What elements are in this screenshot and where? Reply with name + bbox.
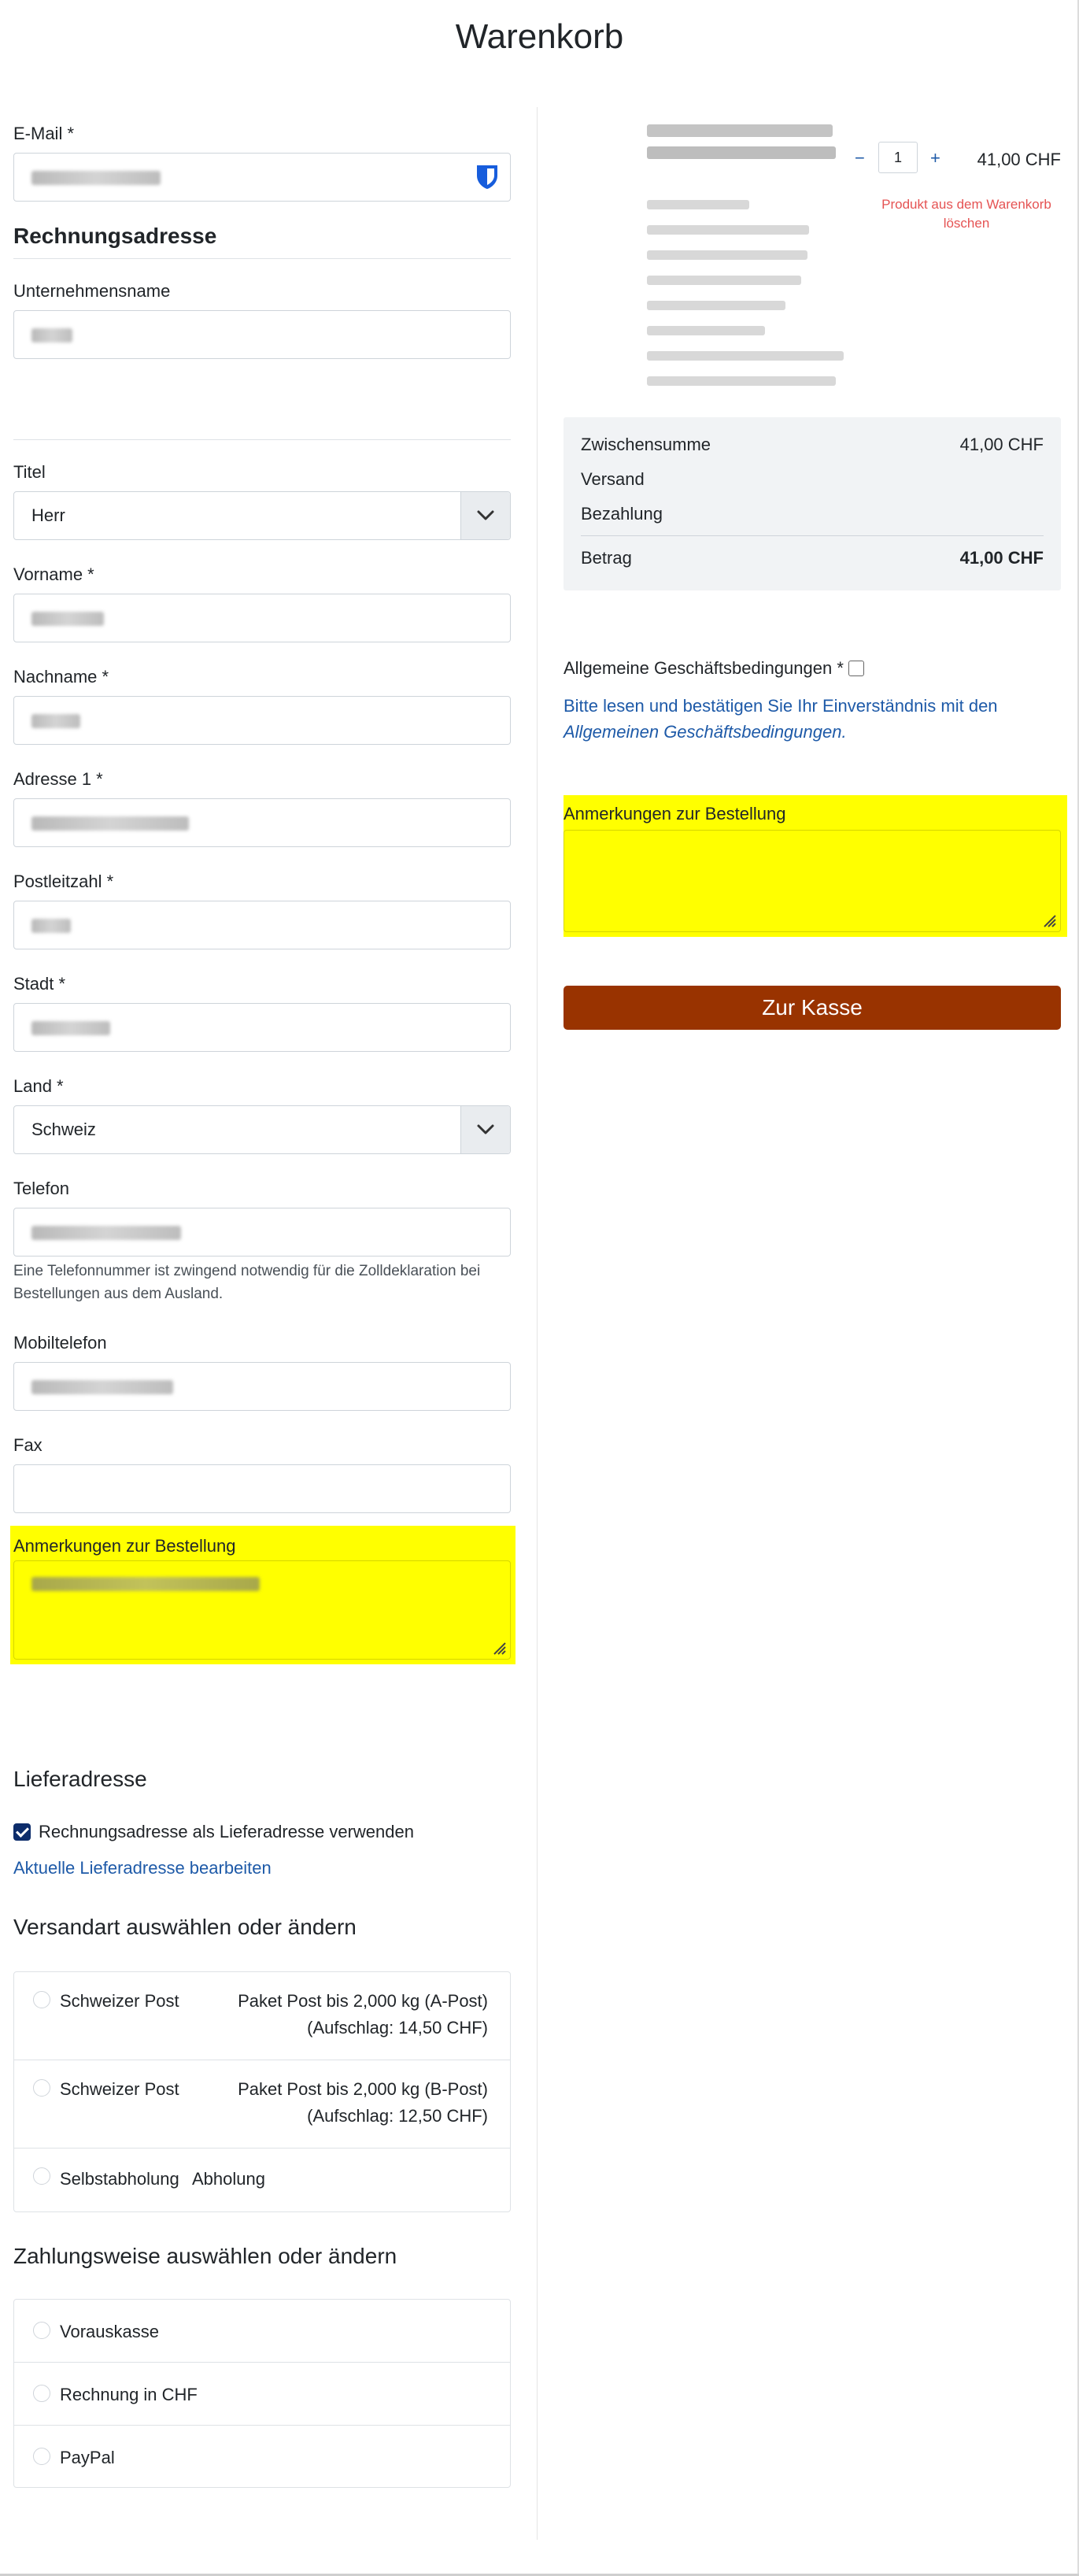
product-name-redacted[interactable] [647,121,836,164]
shipping-carrier: Selbstabholung [60,2169,179,2189]
line-price: 41,00 CHF [977,150,1061,169]
page-title: Warenkorb [455,17,624,56]
use-billing-checkbox[interactable] [13,1823,31,1841]
firstname-value-redacted [31,612,104,626]
chevron-down-icon[interactable] [460,1106,510,1153]
fax-label: Fax [13,1435,42,1455]
lastname-label: Nachname * [13,667,109,687]
email-value-redacted [31,171,161,185]
phone-value-redacted [31,1226,181,1240]
payment-radio[interactable] [33,2385,50,2402]
phone-field[interactable] [13,1208,511,1257]
use-billing-label: Rechnungsadresse als Lieferadresse verwenden [39,1822,414,1841]
shipping-name: Abholung [192,2169,265,2189]
firstname-group [13,564,511,642]
shipping-row [581,469,1044,490]
phone-group [13,1178,511,1257]
salutation-select[interactable] [13,491,511,540]
product-thumbnail[interactable] [564,107,634,178]
checkout-button[interactable]: Zur Kasse [564,986,1061,1030]
phone-help-text: Eine Telefonnummer ist zwingend notwendig für die Zolldeklaration bei Bestellungen aus dem Ausland. [13,1263,481,1302]
billing-divider [13,258,511,259]
remove-product-link[interactable]: Produkt aus dem Warenkorb löschen [881,197,1051,231]
terms-row [564,658,864,679]
email-group [13,123,511,202]
shipping-title: Versandart auswählen oder ändern [13,1915,357,1939]
firstname-label: Vorname * [13,564,94,584]
quantity-decrease-button[interactable]: − [855,148,865,168]
lastname-group [13,666,511,745]
email-label: E-Mail * [13,124,75,143]
right-remarks-label: Anmerkungen zur Bestellung [564,804,786,824]
address1-label: Adresse 1 * [13,769,103,789]
payment-option[interactable] [14,2426,510,2487]
right-remarks-textarea[interactable] [564,830,1061,932]
totals-box [564,417,1061,590]
shipping-surcharge: (Aufschlag: 14,50 CHF) [307,2018,488,2037]
country-select[interactable] [13,1105,511,1154]
company-group [13,280,511,359]
salutation-group [13,461,511,540]
lastname-value-redacted [31,714,80,728]
terms-link[interactable]: Allgemeinen Geschäftsbedingungen. [564,722,847,742]
quantity-increase-button[interactable]: + [930,148,940,168]
country-group [13,1075,511,1154]
city-value-redacted [31,1021,110,1035]
mobile-group [13,1332,511,1411]
remarks-textarea[interactable] [13,1560,511,1660]
subtotal-label: Zwischensumme [581,435,711,454]
shipping-radio[interactable] [33,2079,50,2097]
edit-delivery-link[interactable]: Aktuelle Lieferadresse bearbeiten [13,1858,272,1878]
terms-note [564,693,1061,745]
zip-field[interactable] [13,901,511,949]
shipping-surcharge: (Aufschlag: 12,50 CHF) [307,2106,488,2126]
payment-label: PayPal [60,2448,115,2467]
mobile-field[interactable] [13,1362,511,1411]
shipping-option[interactable] [14,2060,510,2149]
payment-option[interactable] [14,2363,510,2426]
payment-label: Vorauskasse [60,2322,159,2341]
firstname-field[interactable] [13,594,511,642]
use-billing-row[interactable] [13,1822,414,1842]
salutation-value: Herr [31,505,65,525]
chevron-down-icon[interactable] [460,492,510,539]
mobile-value-redacted [31,1380,173,1394]
shipping-name: Paket Post bis 2,000 kg (A-Post) [238,1991,488,2011]
password-manager-shield-icon[interactable] [475,164,499,191]
shipping-radio[interactable] [33,1991,50,2008]
resize-handle-icon[interactable] [490,1638,507,1656]
shipping-option[interactable] [14,2149,510,2211]
shipping-carrier: Schweizer Post [60,1991,179,2011]
zip-value-redacted [31,919,71,933]
shipping-cost-label: Versand [581,469,645,489]
company-value-redacted [31,328,72,342]
terms-label: Allgemeine Geschäftsbedingungen * [564,658,844,678]
right-remarks-highlight [564,795,1067,937]
total-row [581,548,1044,568]
payment-radio[interactable] [33,2448,50,2465]
terms-note-text: Bitte lesen und bestätigen Sie Ihr Einverständnis mit den [564,696,998,716]
city-field[interactable] [13,1003,511,1052]
payment-cost-label: Bezahlung [581,504,663,524]
company-field[interactable] [13,310,511,359]
remarks-label: Anmerkungen zur Bestellung [13,1536,236,1556]
column-divider [537,107,538,2540]
remarks-highlight [10,1526,515,1664]
subtotal-value: 41,00 CHF [959,435,1044,454]
resize-handle-icon[interactable] [1040,911,1057,928]
city-group [13,973,511,1052]
billing-title: Rechnungsadresse [13,224,217,248]
payment-label: Rechnung in CHF [60,2385,198,2404]
payment-row [581,504,1044,524]
fax-group [13,1434,511,1513]
shipping-radio[interactable] [33,2167,50,2185]
remarks-placeholder-redacted [31,1577,260,1591]
shipping-carrier: Schweizer Post [60,2079,179,2099]
total-value: 41,00 CHF [959,548,1044,568]
city-label: Stadt * [13,974,66,994]
lastname-field[interactable] [13,696,511,745]
total-label: Betrag [581,548,632,568]
shipping-options [13,1971,511,2212]
country-label: Land * [13,1076,64,1096]
address1-value-redacted [31,816,189,831]
phone-label: Telefon [13,1179,69,1198]
payment-title: Zahlungsweise auswählen oder ändern [13,2244,397,2268]
address1-group [13,768,511,847]
country-value: Schweiz [31,1120,96,1139]
product-description-redacted [647,197,845,400]
company-divider [13,439,511,440]
shipping-option[interactable] [14,1972,510,2060]
salutation-label: Titel [13,462,46,482]
address1-field[interactable] [13,798,511,847]
payment-option[interactable] [14,2300,510,2363]
payment-radio[interactable] [33,2322,50,2339]
totals-divider [581,535,1044,536]
company-label: Unternehmensname [13,281,171,301]
payment-options [13,2299,511,2488]
zip-group [13,871,511,949]
quantity-input[interactable]: 1 [878,142,918,173]
zip-label: Postleitzahl * [13,872,114,891]
email-field[interactable] [13,153,511,202]
mobile-label: Mobiltelefon [13,1333,107,1353]
terms-checkbox[interactable] [848,661,864,676]
shipping-name: Paket Post bis 2,000 kg (B-Post) [238,2079,488,2099]
delivery-title: Lieferadresse [13,1767,147,1791]
subtotal-row [581,435,1044,455]
fax-field[interactable] [13,1464,511,1513]
